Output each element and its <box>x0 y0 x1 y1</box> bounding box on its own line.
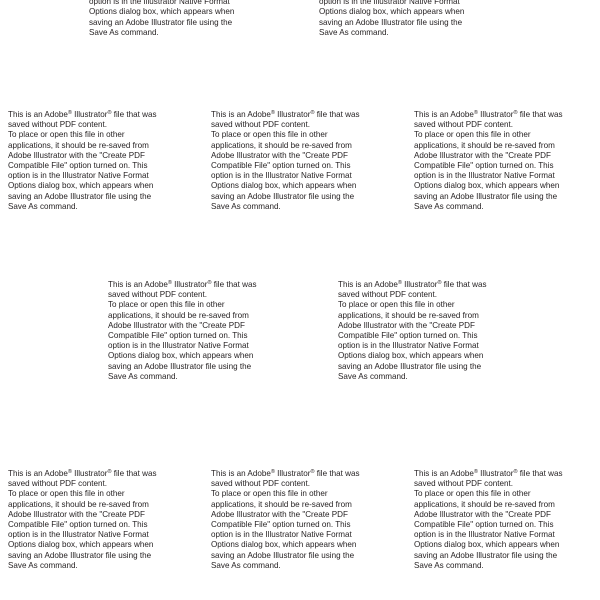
notice-line-1: This is an Adobe® Illustrator® file that was saved without PDF content. <box>108 280 257 300</box>
pdf-notice-r2-c3 <box>414 110 569 212</box>
pdf-notice-top-right <box>319 0 474 38</box>
notice-line-1: This is an Adobe® Illustrator® file that was saved without PDF content. <box>8 469 157 489</box>
notice-line-2: To place or open this file in other applications, it should be re-saved from Adobe Illustrator with the "Create PDF Compatible File" option turned on. This option is in the Illustrator Native Format Options dialog box, which appears when saving an Adobe Illustrator file using the Save As command. <box>211 130 357 211</box>
pdf-notice-r4-c2 <box>211 469 366 571</box>
notice-line-1: This is an Adobe® Illustrator® file that was saved without PDF content. <box>338 280 487 300</box>
pdf-notice-r3-c1 <box>108 280 263 382</box>
notice-line-1: This is an Adobe® Illustrator® file that was saved without PDF content. <box>211 110 360 130</box>
pdf-notice-r4-c3 <box>414 469 569 571</box>
notice-line-1: This is an Adobe® Illustrator® file that was saved without PDF content. <box>414 469 563 489</box>
notice-line-2: To place or open this file in other applications, it should be re-saved from Adobe Illustrator with the "Create PDF Compatible File" option turned on. This option is in the Illustrator Native Format Options dialog box, which appears when saving an Adobe Illustrator file using the Save As command. <box>338 300 484 381</box>
notice-line-1: This is an Adobe® Illustrator® file that was saved without PDF content. <box>414 110 563 130</box>
notice-clip-top-left <box>89 0 249 40</box>
notice-line-1: This is an Adobe® Illustrator® file that was saved without PDF content. <box>8 110 157 130</box>
notice-line-2: To place or open this file in other applications, it should be re-saved from Adobe Illustrator with the "Create PDF Compatible File" option turned on. This option is in the Illustrator Native Format Options dialog box, which appears when saving an Adobe Illustrator file using the Save As command. <box>8 130 154 211</box>
pdf-notice-r4-c1 <box>8 469 163 571</box>
notice-line-2: To place or open this file in other applications, it should be re-saved from Adobe Illustrator with the "Create PDF Compatible File" option turned on. This option is in the Illustrator Native Format Options dialog box, which appears when saving an Adobe Illustrator file using the Save As command. <box>414 489 560 570</box>
notice-line-2: option is in the Illustrator Native Format Options dialog box, which appears when saving an Adobe Illustrator file using the Save As command. <box>319 0 465 37</box>
notice-line-2: option is in the Illustrator Native Format Options dialog box, which appears when saving an Adobe Illustrator file using the Save As command. <box>89 0 235 37</box>
pdf-notice-r3-c2 <box>338 280 493 382</box>
notice-line-2: To place or open this file in other applications, it should be re-saved from Adobe Illustrator with the "Create PDF Compatible File" option turned on. This option is in the Illustrator Native Format Options dialog box, which appears when saving an Adobe Illustrator file using the Save As command. <box>414 130 560 211</box>
notice-line-1: This is an Adobe® Illustrator® file that was saved without PDF content. <box>211 469 360 489</box>
notice-line-2: To place or open this file in other applications, it should be re-saved from Adobe Illustrator with the "Create PDF Compatible File" option turned on. This option is in the Illustrator Native Format Options dialog box, which appears when saving an Adobe Illustrator file using the Save As command. <box>108 300 254 381</box>
pdf-notice-r2-c2 <box>211 110 366 212</box>
pdf-notice-top-left <box>89 0 244 38</box>
notice-clip-top-right <box>319 0 479 40</box>
notice-line-2: To place or open this file in other applications, it should be re-saved from Adobe Illustrator with the "Create PDF Compatible File" option turned on. This option is in the Illustrator Native Format Options dialog box, which appears when saving an Adobe Illustrator file using the Save As command. <box>211 489 357 570</box>
pdf-notice-r2-c1 <box>8 110 163 212</box>
notice-line-2: To place or open this file in other applications, it should be re-saved from Adobe Illustrator with the "Create PDF Compatible File" option turned on. This option is in the Illustrator Native Format Options dialog box, which appears when saving an Adobe Illustrator file using the Save As command. <box>8 489 154 570</box>
